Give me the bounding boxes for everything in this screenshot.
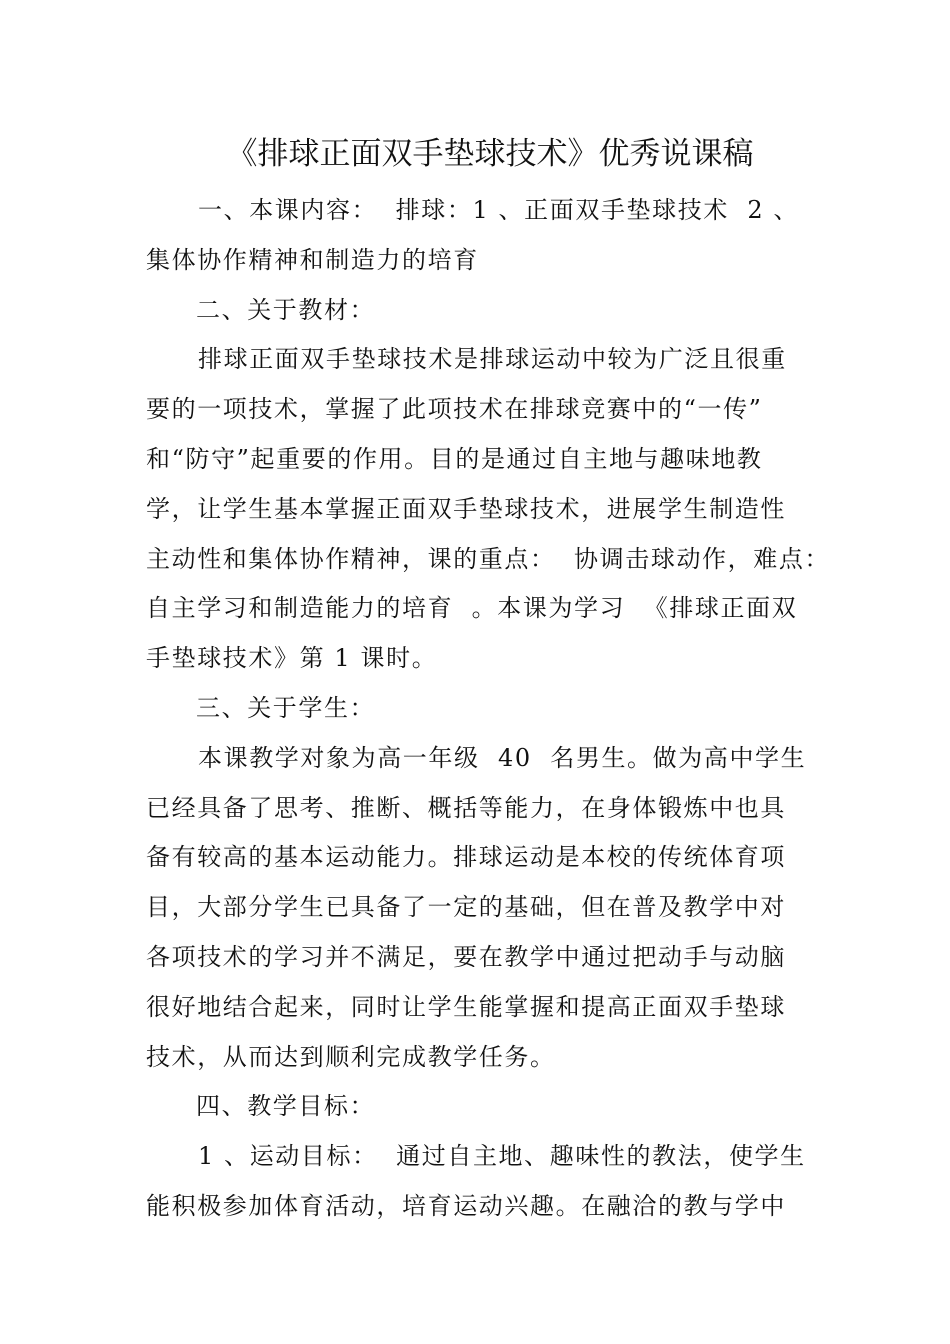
section-heading-materials: 二、关于教材： (196, 295, 376, 324)
body-line-21: 能积极参加体育活动，培育运动兴趣。在融洽的教与学中 (146, 1191, 786, 1220)
body-line-18: 技术，从而达到顺利完成教学任务。 (146, 1042, 556, 1071)
body-line-10: 手垫球技术》第 1 课时。 (146, 644, 438, 673)
document-page (146, 120, 831, 1232)
section-heading-students: 三、关于学生： (196, 693, 376, 722)
body-line-4: 排球正面双手垫球技术是排球运动中较为广泛且很重 (198, 345, 787, 374)
body-line-5: 要的一项技术，掌握了此项技术在排球竞赛中的“一传” (146, 395, 763, 424)
body-line-13: 已经具备了思考、推断、概括等能力，在身体锻炼中也具 (146, 793, 786, 822)
body-line-15: 目，大部分学生已具备了一定的基础，但在普及教学中对 (146, 893, 786, 922)
document-body (146, 186, 831, 1232)
body-line-12: 本课教学对象为高一年级 40 名男生。做为高中学生 (198, 743, 807, 772)
document-title: 《排球正面双手垫球技术》优秀说课稿 (226, 136, 754, 172)
body-line-1: 一、本课内容： 排球：1 、正面双手垫球技术 2 、 (198, 196, 800, 224)
body-line-20: 1 、运动目标： 通过自主地、趣味性的教法，使学生 (198, 1142, 806, 1171)
body-line-8: 主动性和集体协作精神，课的重点： 协调击球动作，难点： (146, 544, 831, 573)
body-line-7: 学，让学生基本掌握正面双手垫球技术，进展学生制造性 (146, 494, 786, 523)
body-line-9: 自主学习和制造能力的培育 。本课为学习 《排球正面双 (146, 594, 798, 623)
body-line-17: 很好地结合起来，同时让学生能掌握和提高正面双手垫球 (146, 992, 786, 1021)
body-line-2: 集体协作精神和制造力的培育 (146, 245, 479, 274)
section-heading-objectives: 四、教学目标： (196, 1092, 376, 1121)
body-line-6: 和“防守”起重要的作用。目的是通过自主地与趣味地教 (146, 444, 763, 473)
body-line-14: 备有较高的基本运动能力。排球运动是本校的传统体育项 (146, 843, 786, 872)
body-line-16: 各项技术的学习并不满足，要在教学中通过把动手与动脑 (146, 942, 786, 971)
